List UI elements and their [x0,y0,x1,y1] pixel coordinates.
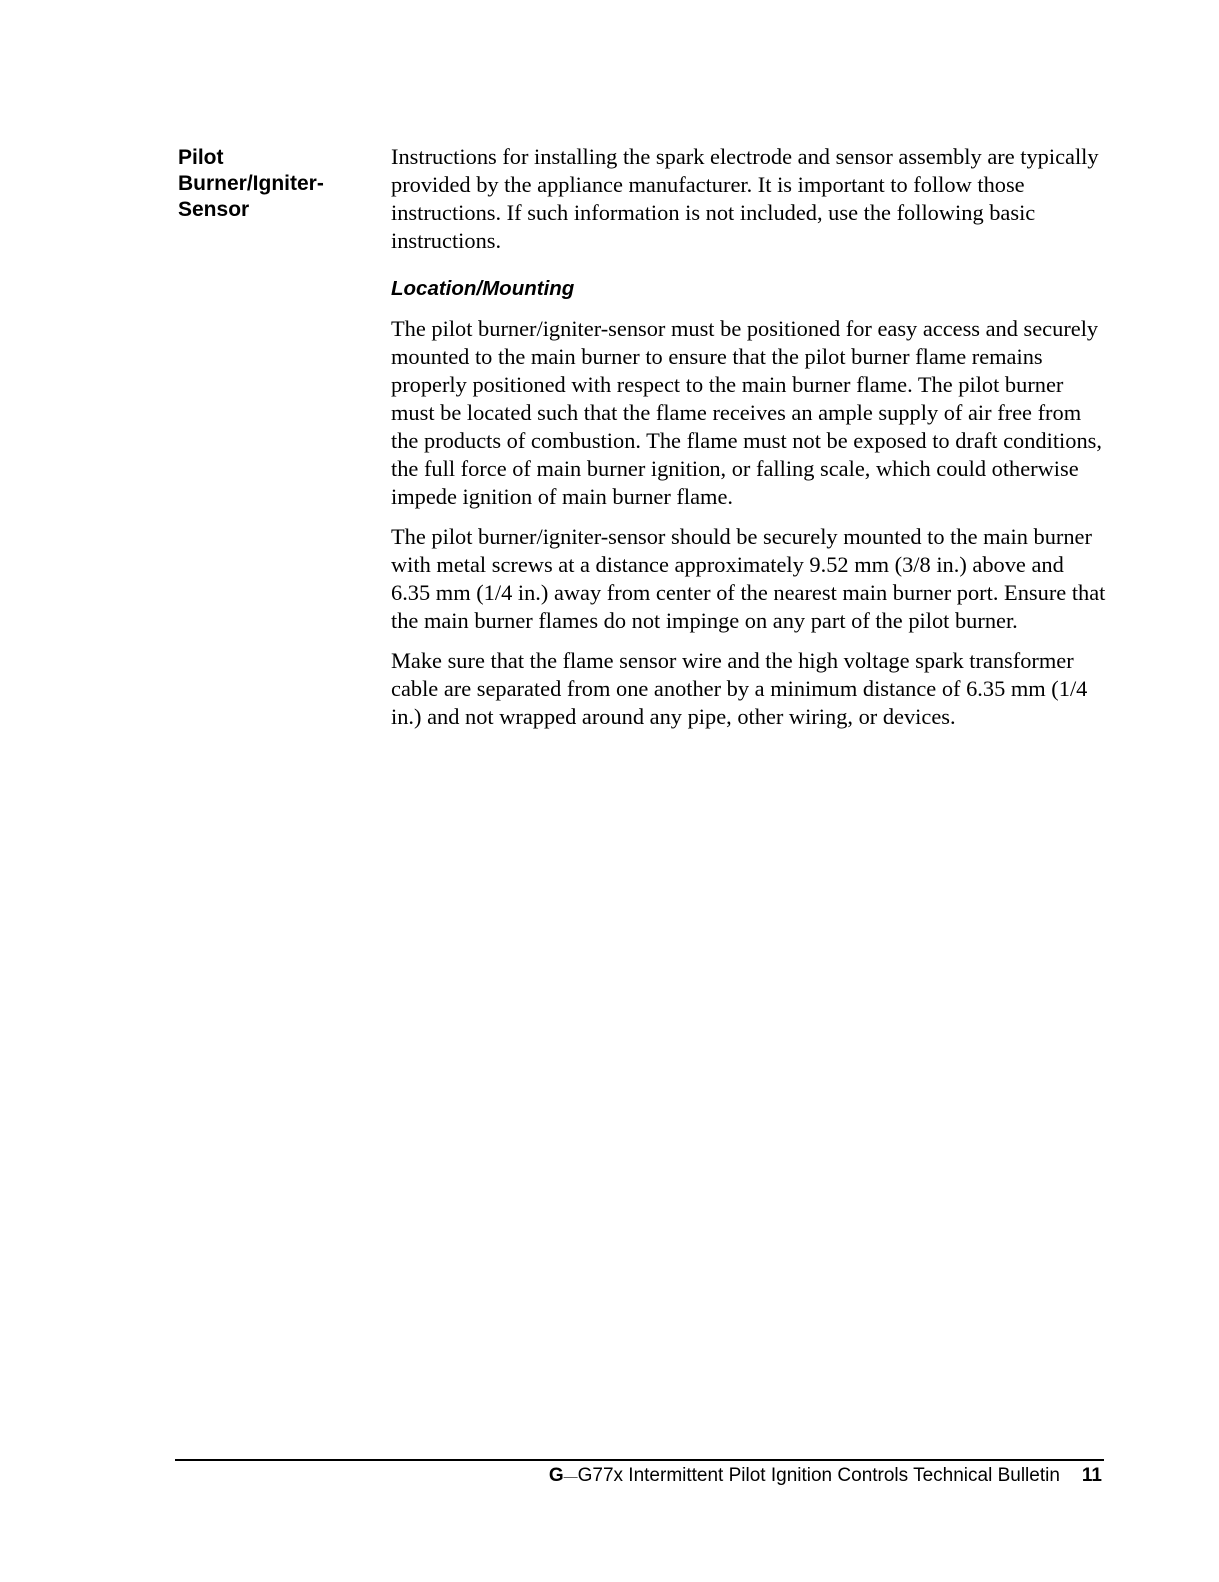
page-footer [549,1464,1102,1488]
body-paragraph: Make sure that the flame sensor wire and the high voltage spark transformer cable are separated from one another by a minimum distance of 6.35 mm (1/4 in.) and not wrapped around any pipe, other wiring, or devices. [391,648,1088,729]
section-side-heading: Pilot Burner/Igniter- Sensor [178,146,324,221]
subsection-heading: Location/Mounting [391,277,575,300]
footer-document-title: G77x Intermittent Pilot Ignition Controls Technical Bulletin [577,1465,1060,1486]
footer-section-letter: G [548,1465,564,1486]
page-number: 11 [1081,1465,1102,1486]
footer-dash: — [563,1468,578,1484]
body-paragraph: The pilot burner/igniter-sensor must be positioned for easy access and securely mounted to the main burner to ensure that the pilot burner flame remains properly positioned with respect to the main burner flame. The pilot burner must be located such that the flame receives an ample supply of air free from the products of combustion. The flame must not be exposed to draft conditions, the full force of main burner ignition, or falling scale, which could otherwise impede ignition of main burner flame. [391,316,1102,509]
main-text-column [391,143,1106,743]
footer-divider [175,1459,1104,1461]
intro-paragraph: Instructions for installing the spark electrode and sensor assembly are typically provided by the appliance manufacturer. It is important to follow those instructions. If such information is not included, use the following basic instructions. [391,144,1099,253]
body-paragraph: The pilot burner/igniter-sensor should be securely mounted to the main burner with metal screws at a distance approximately 9.52 mm (3/8 in.) above and 6.35 mm (1/4 in.) away from center of the nearest main burner port. Ensure that the main burner flames do not impinge on any part of the pilot burner. [391,524,1106,633]
